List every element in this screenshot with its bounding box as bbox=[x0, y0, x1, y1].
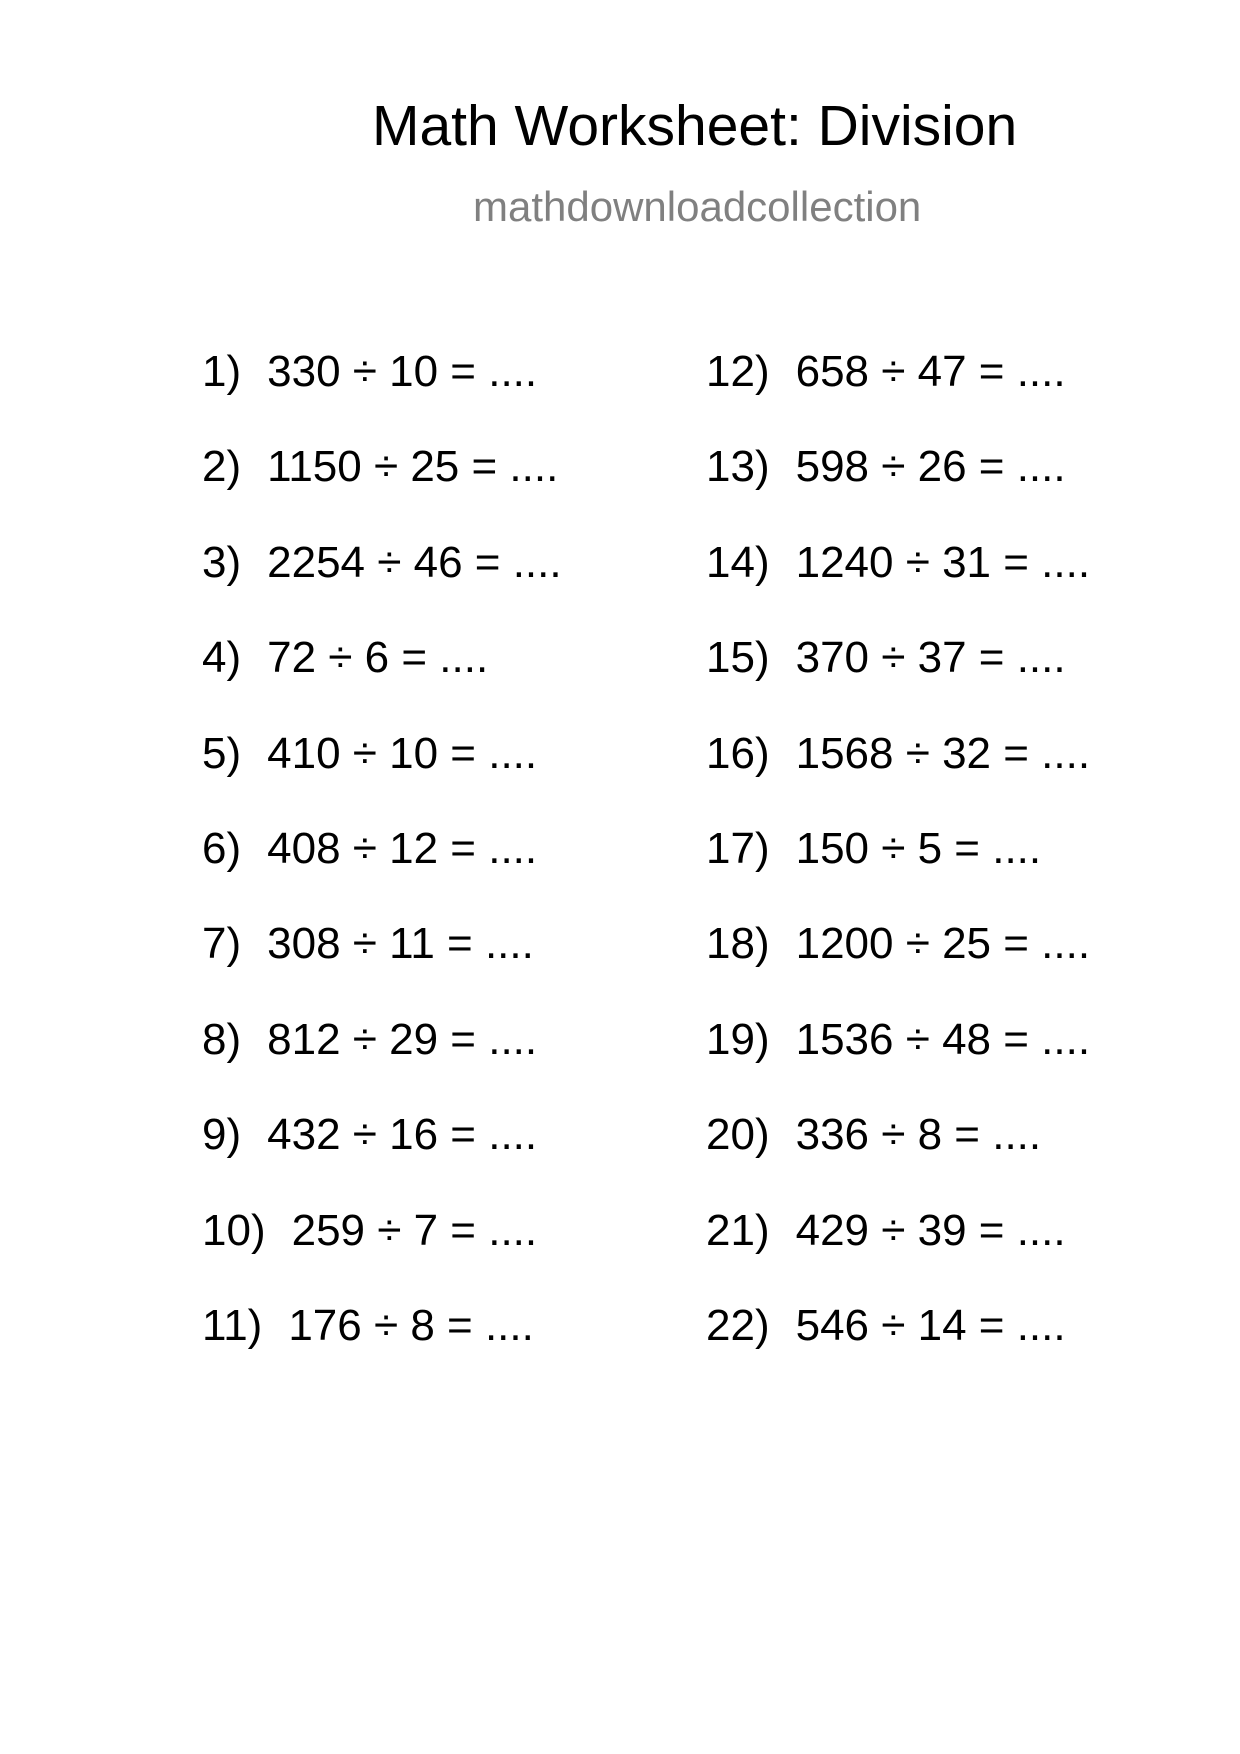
problems-left-column bbox=[202, 347, 562, 1399]
problem-number: 11) bbox=[202, 1300, 263, 1350]
problem-number: 20) bbox=[706, 1110, 770, 1160]
problems-right-column bbox=[706, 347, 1091, 1399]
problem-number: 17) bbox=[706, 823, 770, 873]
problem-item bbox=[706, 442, 1090, 540]
problem-expression: 546 ÷ 14 = .... bbox=[795, 1300, 1066, 1350]
problem-number: 9) bbox=[202, 1110, 242, 1160]
problem-number: 15) bbox=[706, 633, 770, 683]
problem-expression: 408 ÷ 12 = .... bbox=[267, 823, 538, 873]
problem-expression: 259 ÷ 7 = .... bbox=[291, 1205, 538, 1255]
problem-number: 12) bbox=[706, 347, 770, 396]
problem-expression: 370 ÷ 37 = .... bbox=[795, 633, 1066, 683]
problem-number: 16) bbox=[706, 728, 770, 778]
problem-number: 7) bbox=[202, 919, 242, 969]
problem-expression: 410 ÷ 10 = .... bbox=[267, 728, 538, 778]
problem-number: 22) bbox=[706, 1300, 770, 1350]
problem-item bbox=[706, 823, 1090, 922]
problem-number: 18) bbox=[706, 919, 770, 969]
problem-number: 8) bbox=[202, 1014, 242, 1064]
problem-expression: 1536 ÷ 48 = .... bbox=[795, 1014, 1091, 1064]
problem-item bbox=[706, 1300, 1090, 1399]
problem-item bbox=[202, 633, 562, 731]
problem-item bbox=[202, 919, 562, 1017]
problem-expression: 2254 ÷ 46 = .... bbox=[267, 537, 562, 587]
problem-expression: 1568 ÷ 32 = .... bbox=[795, 728, 1091, 778]
problem-item bbox=[706, 1205, 1090, 1304]
problem-expression: 72 ÷ 6 = .... bbox=[267, 633, 489, 683]
problem-item bbox=[202, 1110, 562, 1208]
problem-number: 10) bbox=[202, 1205, 266, 1255]
problem-item bbox=[706, 1110, 1090, 1208]
problem-item bbox=[706, 633, 1090, 731]
problem-item bbox=[706, 537, 1091, 636]
problem-expression: 432 ÷ 16 = .... bbox=[267, 1110, 538, 1160]
problem-item bbox=[706, 919, 1091, 1017]
problem-expression: 429 ÷ 39 = .... bbox=[795, 1205, 1066, 1255]
problem-item bbox=[706, 728, 1091, 827]
problem-number: 3) bbox=[202, 537, 242, 587]
problem-item bbox=[202, 442, 562, 540]
problem-item bbox=[202, 823, 562, 922]
problem-number: 13) bbox=[706, 442, 770, 492]
worksheet-source: mathdownloadcollection bbox=[473, 183, 922, 230]
problem-expression: 598 ÷ 26 = .... bbox=[795, 442, 1066, 492]
problem-number: 14) bbox=[706, 537, 770, 587]
problem-item bbox=[202, 1300, 562, 1399]
problem-number: 5) bbox=[202, 728, 242, 778]
problem-expression: 1150 ÷ 25 = .... bbox=[267, 442, 559, 492]
problem-expression: 150 ÷ 5 = .... bbox=[795, 823, 1042, 873]
problem-expression: 308 ÷ 11 = .... bbox=[267, 919, 534, 969]
problem-number: 2) bbox=[202, 442, 242, 492]
problem-number: 4) bbox=[202, 633, 242, 683]
problem-number: 6) bbox=[202, 823, 242, 873]
problem-item bbox=[706, 347, 1090, 445]
problem-item bbox=[202, 728, 562, 827]
problem-item bbox=[202, 1205, 562, 1304]
problem-expression: 1200 ÷ 25 = .... bbox=[795, 919, 1091, 969]
problem-item bbox=[706, 1014, 1091, 1113]
problem-expression: 336 ÷ 8 = .... bbox=[795, 1110, 1042, 1160]
problem-expression: 1240 ÷ 31 = .... bbox=[795, 537, 1091, 587]
problem-item bbox=[202, 1014, 562, 1113]
problem-number: 19) bbox=[706, 1014, 770, 1064]
problem-expression: 812 ÷ 29 = .... bbox=[267, 1014, 538, 1064]
problem-number: 1) bbox=[202, 347, 242, 396]
problem-number: 21) bbox=[706, 1205, 770, 1255]
problem-item bbox=[202, 347, 562, 445]
problem-expression: 176 ÷ 8 = .... bbox=[288, 1300, 534, 1350]
worksheet-title: Math Worksheet: Division bbox=[372, 94, 1018, 158]
problem-expression: 330 ÷ 10 = .... bbox=[267, 347, 538, 396]
problem-item bbox=[202, 537, 562, 636]
problem-expression: 658 ÷ 47 = .... bbox=[795, 347, 1066, 396]
